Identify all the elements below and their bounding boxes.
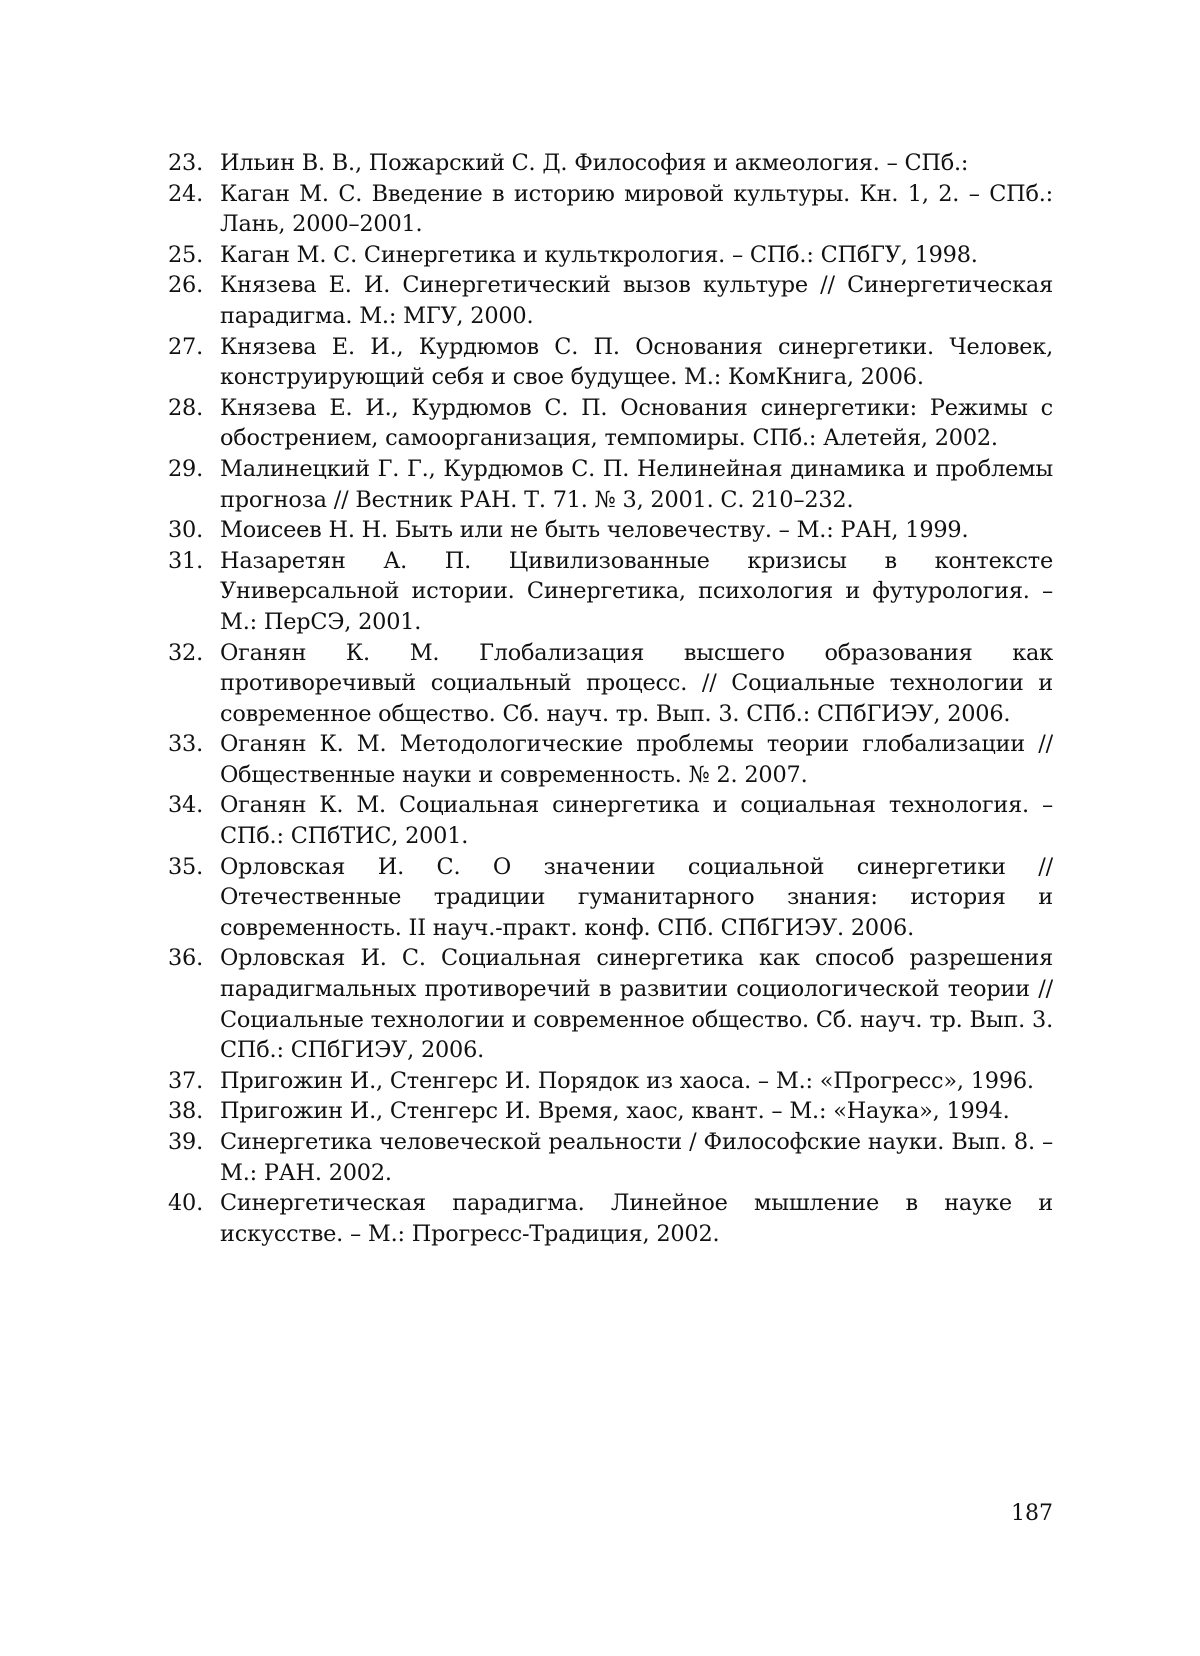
entry-text: Оганян К. М. Методологические проблемы теории глобализации // Общественные науки и современность. № 2. 2007. xyxy=(220,731,1053,788)
entry-number: 31. xyxy=(168,547,204,574)
bibliography-entry xyxy=(168,943,1053,1065)
entry-text: Синергетическая парадигма. Линейное мышление в науке и искусстве. – М.: Прогресс-Традиция, 2002. xyxy=(220,1190,1053,1247)
entry-number: 37. xyxy=(168,1067,204,1094)
entry-number: 33. xyxy=(168,731,204,758)
entry-number: 29. xyxy=(168,455,204,482)
entry-text: Князева Е. И., Курдюмов С. П. Основания синергетики: Режимы с обострением, самоорганизация, темпомиры. СПб.: Алетейя, 2002. xyxy=(220,394,1053,452)
entry-text: Князева Е. И. Синергетический вызов культуре // Синергетическая парадигма. М.: МГУ, 2000. xyxy=(220,272,1053,329)
bibliography-entry xyxy=(168,270,1053,331)
entry-number: 32. xyxy=(168,639,204,666)
entry-text: Оганян К. М. Глобализация высшего образования как противоречивый социальный процесс. // Социальные технологии и современное общество. Сб. науч. тр. Вып. 3. СПб.: СПбГИЭУ, 2006. xyxy=(220,639,1053,727)
entry-text: Малинецкий Г. Г., Курдюмов С. П. Нелинейная динамика и проблемы прогноза // Вестник РАН. Т. 71. № 3, 2001. С. 210–232. xyxy=(220,455,1053,513)
bibliography-entry xyxy=(168,1066,1053,1097)
entry-number: 30. xyxy=(168,517,204,544)
bibliography-entry xyxy=(168,393,1053,454)
bibliography-list xyxy=(168,148,1053,1249)
bibliography-entry xyxy=(168,790,1053,851)
entry-number: 24. xyxy=(168,180,204,207)
bibliography-entry xyxy=(168,179,1053,240)
entry-text: Назаретян А. П. Цивилизованные кризисы в контексте Универсальной истории. Синергетика, психология и футурология. – М.: ПерСЭ, 2001. xyxy=(220,547,1053,635)
entry-text: Пригожин И., Стенгерс И. Время, хаос, квант. – М.: «Наука», 1994. xyxy=(220,1098,1010,1125)
entry-text: Пригожин И., Стенгерс И. Порядок из хаоса. – М.: «Прогресс», 1996. xyxy=(220,1067,1034,1094)
bibliography-entry xyxy=(168,852,1053,944)
entry-number: 23. xyxy=(168,150,204,176)
entry-text: Орловская И. С. Социальная синергетика как способ разрешения парадигмальных противоречий в развитии социологической теории // Социальные технологии и современное общество. Сб. науч. тр. Вып. 3. СПб.: СПбГИЭУ, 2006. xyxy=(220,945,1053,1064)
bibliography-entry xyxy=(168,1127,1053,1188)
bibliography-entry xyxy=(168,729,1053,790)
entry-text: Моисеев Н. Н. Быть или не быть человечеству. – М.: РАН, 1999. xyxy=(220,517,969,544)
bibliography-entry xyxy=(168,1096,1053,1127)
bibliography-entry xyxy=(168,1188,1053,1249)
bibliography-entry xyxy=(168,638,1053,730)
bibliography-entry xyxy=(168,148,1053,179)
entry-number: 28. xyxy=(168,394,204,421)
entry-number: 40. xyxy=(168,1190,204,1217)
entry-number: 36. xyxy=(168,945,204,972)
bibliography-entry xyxy=(168,515,1053,546)
entry-text: Синергетика человеческой реальности / Философские науки. Вып. 8. – М.: РАН. 2002. xyxy=(220,1129,1053,1186)
entry-number: 27. xyxy=(168,333,204,360)
entry-number: 25. xyxy=(168,241,204,268)
entry-text: Князева Е. И., Курдюмов С. П. Основания синергетики. Человек, конструирующий себя и свое будущее. М.: КомКнига, 2006. xyxy=(220,333,1053,391)
page-number: 187 xyxy=(1011,1501,1053,1526)
entry-number: 34. xyxy=(168,792,204,819)
entry-text: Оганян К. М. Социальная синергетика и социальная технология. – СПб.: СПбТИС, 2001. xyxy=(220,792,1053,850)
bibliography-entry xyxy=(168,240,1053,271)
entry-text: Ильин В. В., Пожарский С. Д. Философия и акмеология. – СПб.: xyxy=(220,150,969,176)
entry-text: Орловская И. С. О значении социальной синергетики // Отечественные традиции гуманитарного знания: история и современность. II науч.-практ. конф. СПб. СПбГИЭУ. 2006. xyxy=(220,853,1053,941)
bibliography-entry xyxy=(168,546,1053,638)
bibliography-entry xyxy=(168,454,1053,515)
entry-text: Каган М. С. Синергетика и культкрология. – СПб.: СПбГУ, 1998. xyxy=(220,241,978,268)
entry-number: 26. xyxy=(168,272,204,299)
entry-text: Каган М. С. Введение в историю мировой культуры. Кн. 1, 2. – СПб.: Лань, 2000–2001. xyxy=(220,180,1053,238)
bibliography-entry xyxy=(168,332,1053,393)
entry-number: 38. xyxy=(168,1098,204,1125)
entry-number: 39. xyxy=(168,1129,204,1155)
entry-number: 35. xyxy=(168,853,204,880)
